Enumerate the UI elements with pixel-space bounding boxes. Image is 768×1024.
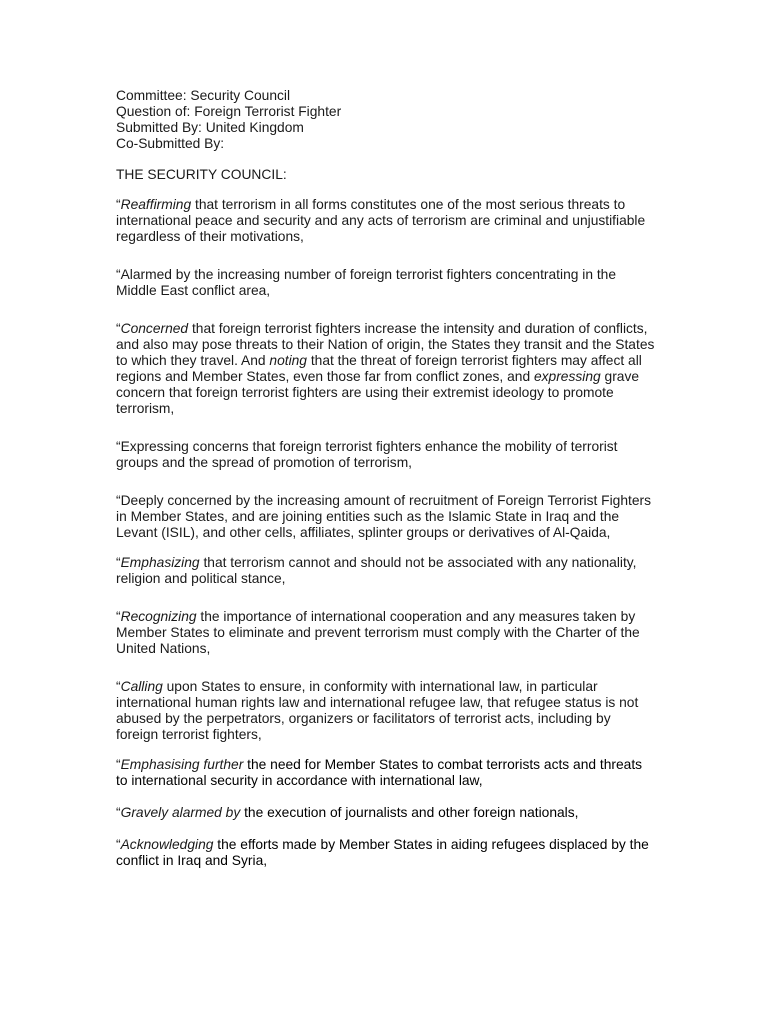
co-submitted-by-line: Co-Submitted By: [116,136,225,151]
council-heading: THE SECURITY COUNCIL: [116,167,287,182]
clause-paragraph [116,805,656,821]
clause-text: “ [116,197,121,212]
clause-text: “ [116,805,121,820]
clause-paragraph [116,197,656,245]
clause-keyword: Calling [120,679,163,694]
clause-text: grave concern that foreign terrorist fighters are using their extremist ideology to promote terrorism, [116,369,640,416]
clause-text: that terrorism in all forms constitutes one of the most serious threats to international peace and security and any acts of terrorism are criminal and unjustifiable regardless of their motivations, [116,197,646,244]
clause-paragraph [116,837,656,869]
clause-text: that foreign terrorist fighters increase the intensity and duration of conflicts, and also may pose threats to their Nation of origin, the States they transit and the States to which they travel. And [116,321,655,368]
clause-text: that terrorism cannot and should not be associated with any nationality, religion and political stance, [116,555,637,586]
clause-keyword: Acknowledging [120,837,214,852]
clause-text: “Alarmed by the increasing number of foreign terrorist fighters concentrating in the Middle East conflict area, [116,267,617,298]
clause-paragraph [116,439,656,471]
submitted-by-line: Submitted By: United Kingdom [116,120,304,135]
clause-keyword: Reaffirming [120,197,192,212]
clause-text: the efforts made by Member States in aiding refugees displaced by the conflict in Iraq and Syria, [116,837,649,868]
clause-paragraph [116,757,656,789]
clause-paragraph [116,493,656,541]
question-line: Question of: Foreign Terrorist Fighter [116,104,342,119]
clause-text: the need for Member States to combat terrorists acts and threats to international security in accordance with international law, [116,757,643,788]
clause-text: “ [116,837,121,852]
clause-text: “Expressing concerns that foreign terrorist fighters enhance the mobility of terrorist groups and the spread of promotion of terrorism, [116,439,618,470]
committee-line: Committee: Security Council [116,88,291,103]
clause-text: upon States to ensure, in conformity with international law, in particular international human rights law and international refugee law, that refugee status is not abused by the perpetrators, organizers or facilitators of terrorist acts, including by foreign terrorist fighters, [116,679,639,742]
clause-text: “Deeply concerned by the increasing amount of recruitment of Foreign Terrorist Fighters in Member States, and are joining entities such as the Islamic State in Iraq and the Levant (ISIL), and other cells, affiliates, splinter groups or derivatives of Al-Qaida, [116,493,652,540]
clause-keyword: Concerned [120,321,189,336]
clause-paragraph [116,679,656,743]
clause-keyword: noting [269,353,307,368]
clause-text: “ [116,757,121,772]
clause-paragraph [116,267,656,299]
clause-keyword: Emphasising further [120,757,244,772]
clause-keyword: Emphasizing [120,555,200,570]
clause-text: “ [116,609,121,624]
clause-text: the execution of journalists and other foreign nationals, [240,805,579,820]
clause-paragraph [116,555,656,587]
clause-keyword: expressing [533,369,601,384]
document-header [116,88,656,152]
clause-text: “ [116,679,121,694]
clause-paragraph [116,321,656,417]
clause-text: that the threat of foreign terrorist fighters may affect all regions and Member States, even those far from conflict zones, and [116,353,642,384]
clause-text: “ [116,321,121,336]
document-page [116,88,656,869]
clause-paragraph [116,609,656,657]
clause-text: the importance of international cooperation and any measures taken by Member States to eliminate and prevent terrorism must comply with the Charter of the United Nations, [116,609,640,656]
preambulatory-clauses [116,197,656,869]
clause-keyword: Gravely alarmed by [120,805,241,820]
clause-text: “ [116,555,121,570]
clause-keyword: Recognizing [120,609,197,624]
